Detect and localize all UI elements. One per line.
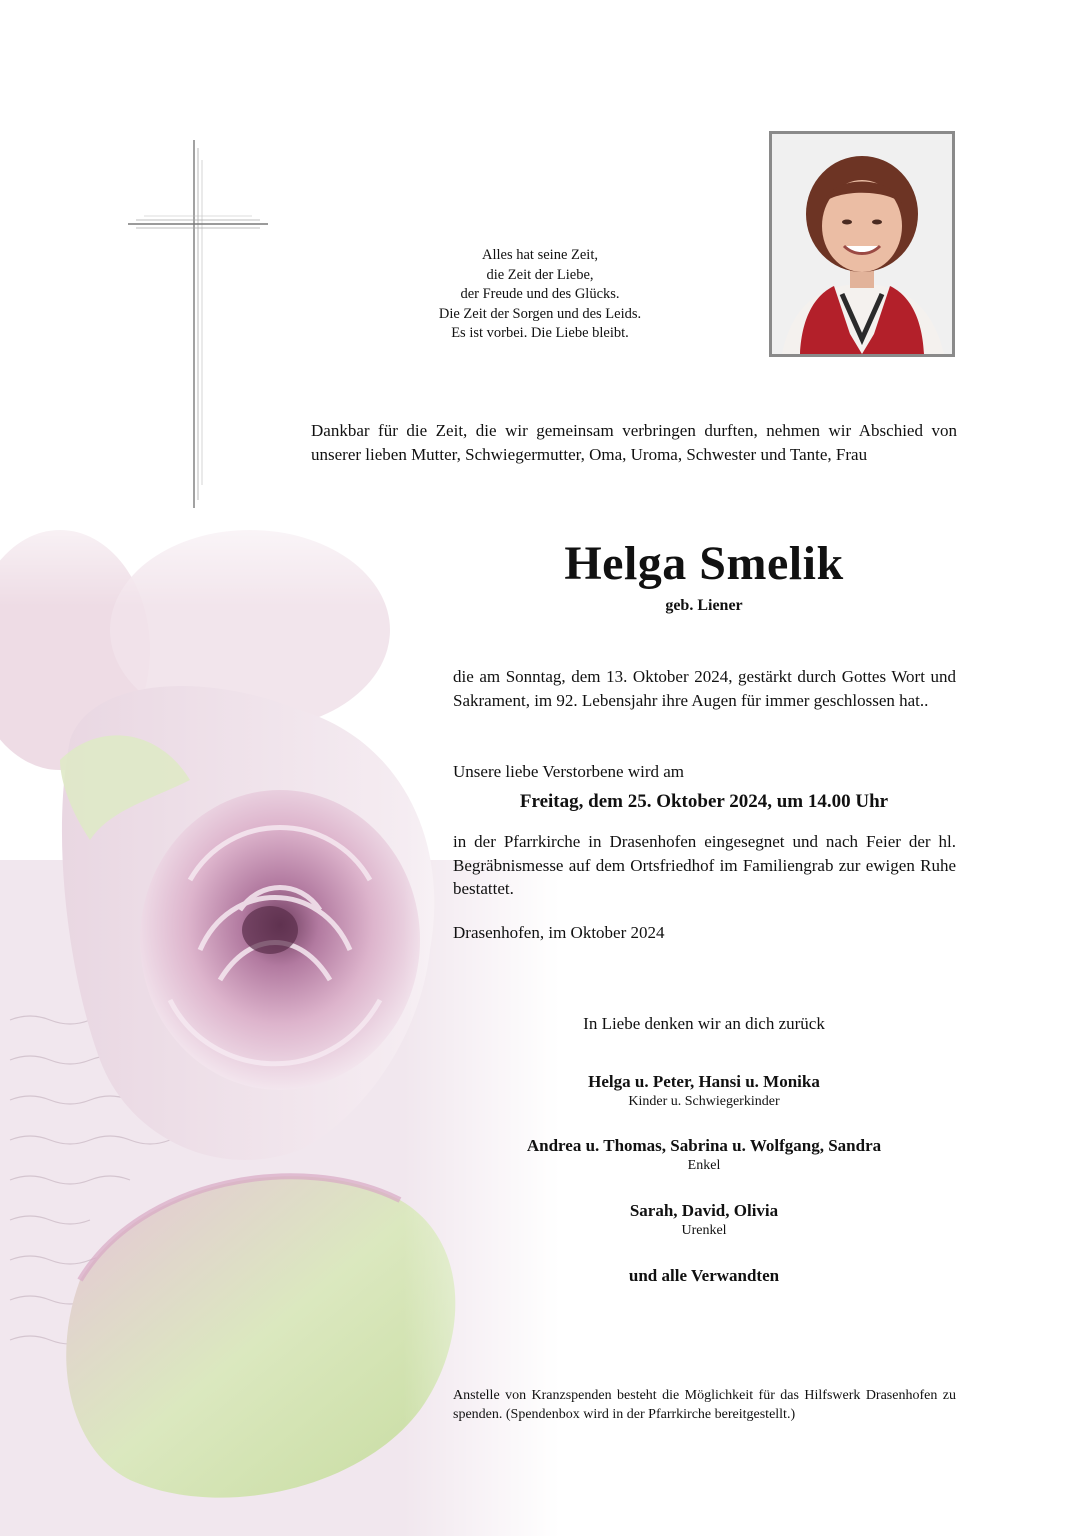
relatives-line: und alle Verwandten xyxy=(628,1266,780,1285)
birth-name: geb. Liener xyxy=(665,597,743,614)
family-relation: Enkel xyxy=(687,1158,721,1173)
intro-text: Dankbar für die Zeit, die wir gemeinsam verbringen durften, nehmen wir Abschied von unserer lieben Mutter, Schwiegermutter, Oma, Uroma, Schwester und Tante, Frau xyxy=(311,421,957,464)
funeral-date: Freitag, dem 25. Oktober 2024, um 14.00 Uhr xyxy=(519,791,889,812)
poem-line: die Zeit der Liebe, xyxy=(486,266,594,283)
cross-icon xyxy=(128,140,268,510)
family-group xyxy=(454,1136,954,1174)
death-notice-text: die am Sonntag, dem 13. Oktober 2024, gestärkt durch Gottes Wort und Sakrament, im 92. Lebensjahr ihre Augen für immer geschlossen hat.. xyxy=(453,667,956,710)
poem-line: Die Zeit der Sorgen und des Leids. xyxy=(438,305,642,322)
deceased-name: Helga Smelik xyxy=(564,537,844,590)
rose-illustration xyxy=(0,480,560,1536)
poem-line: Alles hat seine Zeit, xyxy=(482,247,598,263)
donation-note: Anstelle von Kranzspenden besteht die Möglichkeit für das Hilfswerk Drasenhofen zu spenden. (Spendenbox wird in der Pfarrkirche bereitgestellt.) xyxy=(453,1388,956,1422)
family-names: Helga u. Peter, Hansi u. Monika xyxy=(588,1072,820,1091)
family-relation: Kinder u. Schwiegerkinder xyxy=(628,1094,780,1109)
remembrance-line: In Liebe denken wir an dich zurück xyxy=(583,1014,825,1033)
family-relation: Urenkel xyxy=(681,1223,727,1238)
family-names: Sarah, David, Olivia xyxy=(629,1201,779,1220)
portrait-photo xyxy=(769,131,955,357)
funeral-intro: Unsere liebe Verstorbene wird am xyxy=(453,762,684,781)
family-names: Andrea u. Thomas, Sabrina u. Wolfgang, Sandra xyxy=(526,1136,882,1155)
poem xyxy=(400,246,680,344)
family-group xyxy=(454,1201,954,1239)
poem-line: Es ist vorbei. Die Liebe bleibt. xyxy=(451,325,629,341)
family-group xyxy=(454,1072,954,1110)
funeral-details: in der Pfarrkirche in Drasenhofen eingesegnet und nach Feier der hl. Begräbnismesse auf dem Ortsfriedhof im Familiengrab zur ewigen Ruhe bestattet. xyxy=(453,832,956,898)
place-date: Drasenhofen, im Oktober 2024 xyxy=(453,923,665,942)
poem-line: der Freude und des Glücks. xyxy=(460,286,620,302)
